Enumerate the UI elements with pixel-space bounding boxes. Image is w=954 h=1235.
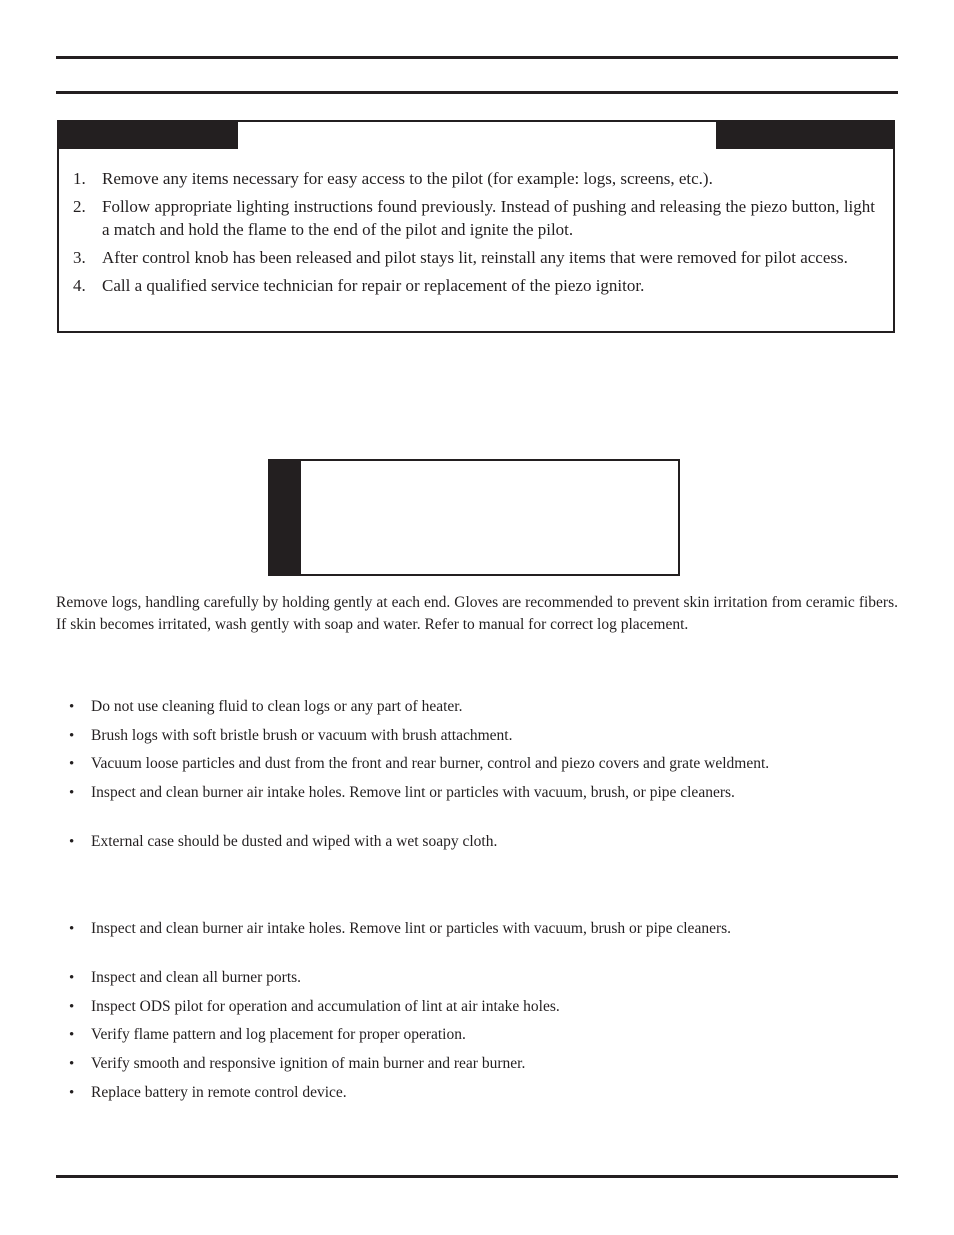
- list-item: • Inspect and clean all burner ports.: [69, 969, 302, 986]
- cleaning-list-1: [68, 697, 898, 812]
- caution-box: [268, 459, 680, 576]
- lighting-step: 4. Call a qualified service technician for repair or replacement of the piezo ignitor.: [73, 275, 645, 295]
- lighting-steps-list: [73, 168, 875, 303]
- service-list-1: [68, 919, 898, 948]
- list-item: • Inspect ODS pilot for operation and accumulation of lint at air intake holes.: [69, 997, 560, 1015]
- manual-lighting-box: [57, 120, 895, 333]
- lighting-step: 1. Remove any items necessary for easy access to the pilot (for example: logs, screens, etc.).: [73, 169, 713, 188]
- box-header-tab-right: [716, 121, 894, 149]
- header-rule-bottom: [56, 91, 898, 94]
- list-item: • Verify flame pattern and log placement for proper operation.: [69, 1026, 466, 1044]
- list-item: • Inspect and clean burner air intake holes. Remove lint or particles with vacuum, brush or pipe cleaners.: [69, 920, 732, 937]
- cleaning-list-2: [68, 832, 898, 861]
- list-item: • Verify smooth and responsive ignition of main burner and rear burner.: [69, 1055, 526, 1073]
- list-item: • Vacuum loose particles and dust from the front and rear burner, control and piezo covers and grate weldment.: [69, 755, 770, 773]
- log-handling-paragraph: Remove logs, handling carefully by holding gently at each end. Gloves are recommended to prevent skin irritation from ceramic fibers. If skin becomes irritated, wash gently with soap and water. Refer to manual for correct log placement.: [56, 594, 898, 633]
- lighting-step: 3. After control knob has been released and pilot stays lit, reinstall any items that were removed for pilot access.: [73, 247, 848, 267]
- lighting-step: 2. Follow appropriate lighting instructions found previously. Instead of pushing and releasing the piezo button, light a match and hold the flame to the end of the pilot and ignite the pilot.: [73, 197, 875, 239]
- list-item: • Do not use cleaning fluid to clean logs or any part of heater.: [69, 698, 463, 715]
- list-item: • External case should be dusted and wiped with a wet soapy cloth.: [69, 833, 498, 850]
- list-item: • Brush logs with soft bristle brush or vacuum with brush attachment.: [69, 726, 513, 744]
- service-list-2: [68, 968, 898, 1111]
- list-item: • Replace battery in remote control device.: [69, 1083, 347, 1101]
- footer-rule: [56, 1175, 898, 1178]
- header-rule-top: [56, 56, 898, 59]
- caution-side-bar: [270, 461, 301, 574]
- list-item: • Inspect and clean burner air intake holes. Remove lint or particles with vacuum, brush, or pipe cleaners.: [69, 784, 735, 802]
- box-header-tab-left: [58, 121, 238, 149]
